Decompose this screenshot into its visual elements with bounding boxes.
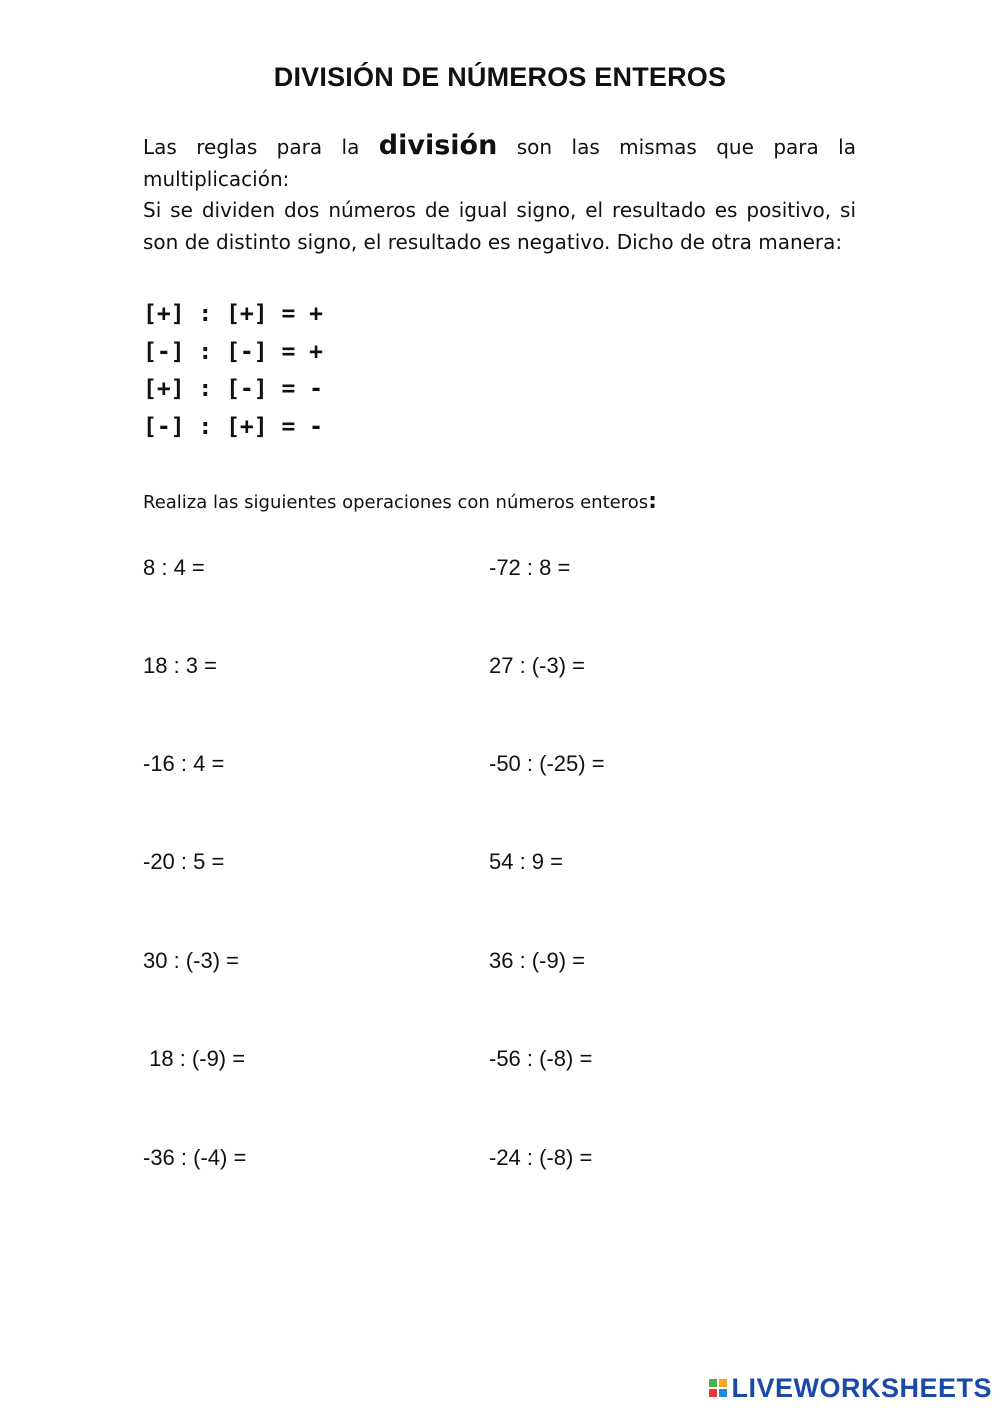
exercise-left-1: 8 : 4 =	[143, 555, 205, 580]
logo-square-green	[709, 1379, 717, 1387]
exercise-left-7: -36 : (-4) =	[143, 1145, 247, 1170]
page-title: DIVISIÓN DE NÚMEROS ENTEROS	[273, 62, 727, 92]
logo-square-orange	[719, 1379, 727, 1387]
sign-rule: [+] : [+] = +	[143, 301, 324, 327]
liveworksheets-logo	[709, 1373, 992, 1403]
logo-mark-icon	[709, 1379, 727, 1397]
exercise-right-1: -72 : 8 =	[489, 555, 571, 580]
intro-keyword: división	[378, 130, 498, 161]
exercise-right-2: 27 : (-3) =	[489, 653, 585, 678]
intro-line-1-end: son las mismas que para la	[497, 135, 856, 159]
instruction-text: Realiza las siguientes operaciones con números enteros	[143, 492, 649, 513]
exercise-left-6: 18 : (-9) =	[143, 1046, 246, 1071]
logo-text: LIVEWORKSHEETS	[731, 1372, 992, 1403]
logo-square-blue	[719, 1389, 727, 1397]
exercise-right-4: 54 : 9 =	[489, 849, 564, 874]
sign-rule: [-] : [+] = -	[143, 413, 324, 440]
exercise-right-3: -50 : (-25) =	[489, 751, 605, 776]
exercise-left-4: -20 : 5 =	[143, 849, 225, 874]
intro-line-1	[143, 130, 856, 164]
exercise-left-3: -16 : 4 =	[143, 751, 225, 776]
sign-rules	[143, 296, 323, 446]
exercise-left-2: 18 : 3 =	[143, 653, 218, 678]
sign-rule: [+] : [-] = -	[143, 376, 324, 402]
sign-rule: [-] : [-] = +	[143, 338, 324, 365]
exercise-right-7: -24 : (-8) =	[489, 1145, 593, 1170]
intro-line-1-start: Las reglas para la	[143, 135, 379, 159]
exercise-left-5: 30 : (-3) =	[143, 948, 239, 973]
intro-text	[143, 130, 856, 258]
intro-paragraph-2: Si se dividen dos números de igual signo, el resultado es positivo, si son de distinto signo, el resultado es negativo. Dicho de otra manera:	[143, 198, 856, 254]
instruction-colon: :	[648, 489, 657, 514]
instruction	[143, 489, 657, 514]
logo-square-red	[709, 1389, 717, 1397]
exercise-right-5: 36 : (-9) =	[489, 948, 585, 973]
exercise-right-6: -56 : (-8) =	[489, 1046, 593, 1071]
intro-line-2: multiplicación:	[143, 166, 290, 191]
